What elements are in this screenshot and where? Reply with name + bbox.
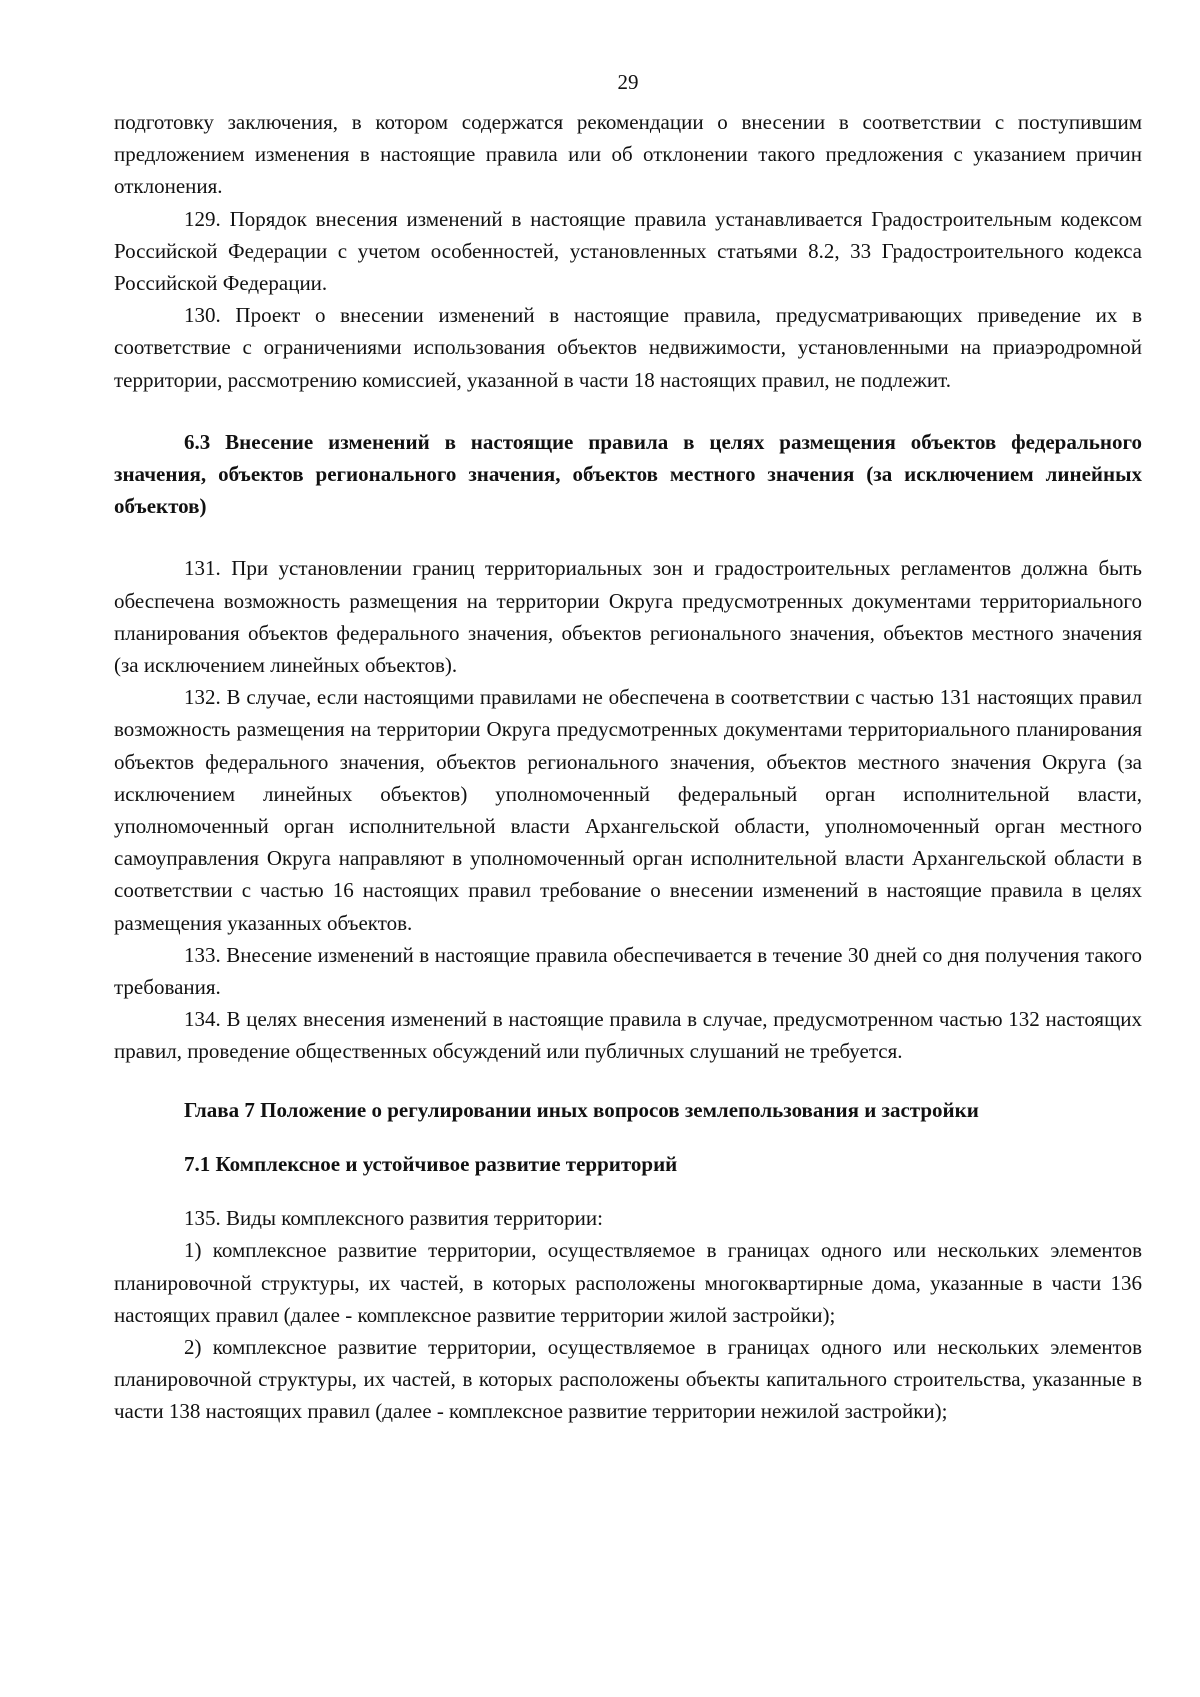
paragraph-continuation: подготовку заключения, в котором содержатся рекомендации о внесении в соответствии с поступившим предложением изменения в настоящие правила или об отклонении такого предложения с указанием причин отклонения. xyxy=(114,110,1142,199)
spacer xyxy=(114,1180,1142,1202)
page-number: 29 xyxy=(617,70,639,94)
paragraph-133: 133. Внесение изменений в настоящие правила обеспечивается в течение 30 дней со дня получения такого требования. xyxy=(114,942,1142,1000)
section-heading-7-1: 7.1 Комплексное и устойчивое развитие территорий xyxy=(184,1151,678,1176)
spacer xyxy=(114,522,1142,552)
paragraph-130: 130. Проект о внесении изменений в настоящие правила, предусматривающих приведение их в соответствие с ограничениями использования объектов недвижимости, установленными на приаэродромной территории, рассмотрению комиссией, указанной в части 18 настоящих правил, не подлежит. xyxy=(114,303,1142,392)
spacer xyxy=(114,1126,1142,1148)
spacer xyxy=(114,396,1142,426)
chapter-heading-7: Глава 7 Положение о регулировании иных вопросов землепользования и застройки xyxy=(184,1097,979,1122)
paragraph-132: 132. В случае, если настоящими правилами не обеспечена в соответствии с частью 131 настоящих правил возможность размещения на территории Округа предусмотренных документами территориального планирования объектов федерального значения, объектов регионального значения, объектов местного значения Округа (за исключением линейных объектов) уполномоченный федеральный орган исполнительной власти, уполномоченный орган исполнительной власти Архангельской области, уполномоченный орган местного самоуправления Округа направляют в уполномоченный орган исполнительной власти Архангельской области в соответствии с частью 16 настоящих правил требование о внесении изменений в настоящие правила в целях размещения указанных объектов. xyxy=(114,685,1142,935)
paragraph-135: 135. Виды комплексного развития территории: xyxy=(184,1206,603,1231)
paragraph-131: 131. При установлении границ территориальных зон и градостроительных регламентов должна быть обеспечена возможность размещения на территории Округа предусмотренных документами территориального планирования объектов федерального значения, объектов регионального значения, объектов местного значения (за исключением линейных объектов). xyxy=(114,556,1142,678)
paragraph-129: 129. Порядок внесения изменений в настоящие правила устанавливается Градостроительным кодексом Российской Федерации с учетом особенностей, установленных статьями 8.2, 33 Градостроительного кодекса Российской Федерации. xyxy=(114,206,1142,296)
list-item-1: 1) комплексное развитие территории, осуществляемое в границах одного или нескольких элементов планировочной структуры, их частей, в которых расположены многоквартирные дома, указанные в части 136 настоящих правил (далее - комплексное развитие территории жилой застройки); xyxy=(114,1238,1142,1327)
list-item-2: 2) комплексное развитие территории, осуществляемое в границах одного или нескольких элементов планировочной структуры, их частей, в которых расположены объекты капитального строительства, указанные в части 138 настоящих правил (далее - комплексное развитие территории нежилой застройки); xyxy=(114,1334,1142,1424)
section-heading-6-3: 6.3 Внесение изменений в настоящие правила в целях размещения объектов федерального значения, объектов регионального значения, объектов местного значения (за исключением линейных объектов) xyxy=(114,429,1142,519)
spacer xyxy=(114,1068,1142,1094)
paragraph-134: 134. В целях внесения изменений в настоящие правила в случае, предусмотренном частью 132 настоящих правил, проведение общественных обсуждений или публичных слушаний не требуется. xyxy=(114,1007,1142,1064)
